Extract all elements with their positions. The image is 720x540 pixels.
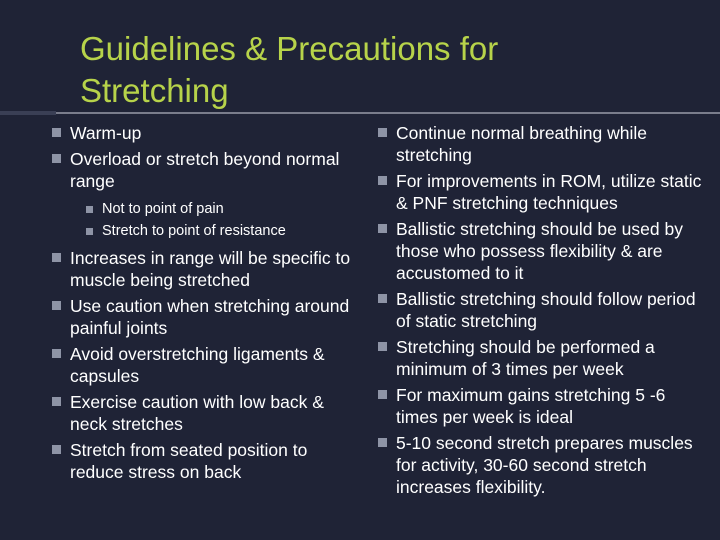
right-column — [378, 122, 708, 502]
left-bullet-list — [52, 122, 352, 192]
square-bullet-icon — [86, 228, 93, 235]
list-item-text: 5-10 second stretch prepares muscles for activity, 30-60 second stretch increases flexibility. — [396, 433, 693, 497]
slide-title-line-2: Stretching — [80, 72, 229, 109]
list-item — [52, 391, 352, 435]
list-item — [52, 295, 352, 339]
right-bullet-list — [378, 122, 708, 498]
sub-list-item — [84, 221, 352, 241]
list-item-text: Ballistic stretching should be used by those who possess flexibility & are accustomed to it — [396, 219, 683, 283]
list-item — [52, 148, 352, 192]
list-item — [378, 170, 708, 214]
list-item — [378, 122, 708, 166]
list-item-text: Warm-up — [70, 123, 142, 143]
square-bullet-icon — [52, 253, 61, 262]
left-bullet-list-continued — [52, 247, 352, 483]
list-item-text: Avoid overstretching ligaments & capsules — [70, 344, 325, 386]
square-bullet-icon — [378, 176, 387, 185]
square-bullet-icon — [378, 224, 387, 233]
square-bullet-icon — [378, 342, 387, 351]
list-item-text: Ballistic stretching should follow period of static stretching — [396, 289, 696, 331]
list-item-text: Overload or stretch beyond normal range — [70, 149, 340, 191]
list-item — [378, 432, 708, 498]
square-bullet-icon — [378, 128, 387, 137]
list-item — [378, 384, 708, 428]
sub-list-item-text: Stretch to point of resistance — [102, 223, 286, 239]
list-item-text: Stretch from seated position to reduce stress on back — [70, 440, 308, 482]
square-bullet-icon — [52, 128, 61, 137]
square-bullet-icon — [378, 390, 387, 399]
sub-list-item — [84, 199, 352, 219]
title-divider — [0, 112, 720, 114]
list-item — [378, 218, 708, 284]
slide-title-line-1: Guidelines & Precautions for — [80, 30, 499, 67]
sub-bullet-list — [84, 199, 352, 241]
list-item — [378, 288, 708, 332]
list-item — [52, 439, 352, 483]
square-bullet-icon — [52, 397, 61, 406]
sub-list-item-text: Not to point of pain — [102, 201, 224, 217]
square-bullet-icon — [52, 349, 61, 358]
left-column — [52, 122, 352, 487]
list-item-text: Increases in range will be specific to muscle being stretched — [70, 248, 351, 290]
list-item-text: Exercise caution with low back & neck stretches — [70, 392, 324, 434]
list-item-text: Stretching should be performed a minimum of 3 times per week — [396, 337, 655, 379]
square-bullet-icon — [86, 206, 93, 213]
list-item — [52, 247, 352, 291]
list-item-text: Continue normal breathing while stretching — [396, 123, 647, 165]
square-bullet-icon — [52, 301, 61, 310]
list-item-text: Use caution when stretching around painful joints — [70, 296, 350, 338]
list-item-text: For maximum gains stretching 5 -6 times per week is ideal — [396, 385, 666, 427]
slide-title — [80, 28, 680, 112]
square-bullet-icon — [52, 445, 61, 454]
list-item — [52, 122, 352, 144]
list-item — [378, 336, 708, 380]
square-bullet-icon — [378, 294, 387, 303]
list-item-text: For improvements in ROM, utilize static & PNF stretching techniques — [396, 171, 702, 213]
square-bullet-icon — [378, 438, 387, 447]
square-bullet-icon — [52, 154, 61, 163]
list-item — [52, 343, 352, 387]
